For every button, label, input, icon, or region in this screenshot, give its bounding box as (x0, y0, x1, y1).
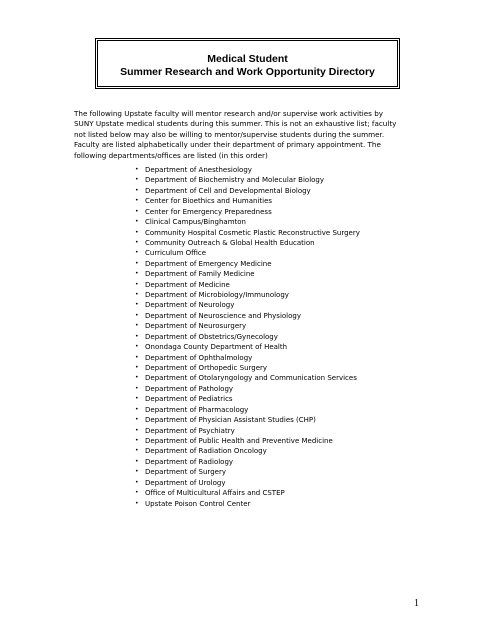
department-list-item (135, 394, 360, 404)
department-list (135, 165, 360, 509)
intro-line: following departments/offices are listed (in this order) (74, 150, 268, 160)
bullet-icon: • (135, 280, 139, 288)
department-name: Department of Ophthalmology (145, 353, 253, 362)
bullet-icon: • (135, 468, 139, 476)
bullet-icon: • (135, 374, 139, 382)
bullet-icon: • (135, 322, 139, 330)
intro-line: SUNY Upstate medical students during this summer. This is not an exhaustive list; faculty (74, 119, 397, 129)
department-name: Department of Public Health and Preventive Medicine (145, 436, 333, 445)
department-list-item (135, 446, 360, 456)
page-number: 1 (414, 598, 419, 609)
intro-paragraph (74, 109, 414, 161)
department-name: Department of Surgery (145, 468, 226, 477)
department-name: Department of Otolaryngology and Communication Services (145, 374, 357, 383)
bullet-icon: • (135, 395, 139, 403)
department-list-item (135, 488, 360, 498)
title-line-1: Medical Student (207, 53, 288, 65)
department-name: Department of Radiation Oncology (145, 447, 267, 456)
bullet-icon: • (135, 207, 139, 215)
department-name: Community Hospital Cosmetic Plastic Reconstructive Surgery (145, 228, 360, 237)
department-name: Department of Neuroscience and Physiology (145, 311, 301, 320)
department-list-item (135, 457, 360, 467)
department-list-item (135, 332, 360, 342)
department-list-item (135, 175, 360, 185)
bullet-icon: • (135, 416, 139, 424)
department-list-item (135, 426, 360, 436)
bullet-icon: • (135, 228, 139, 236)
department-list-item (135, 436, 360, 446)
department-name: Department of Obstetrics/Gynecology (145, 332, 278, 341)
department-list-item (135, 363, 360, 373)
bullet-icon: • (135, 197, 139, 205)
department-list-item (135, 248, 360, 258)
department-name: Office of Multicultural Affairs and CSTEP (145, 489, 285, 498)
department-name: Department of Pharmacology (145, 405, 249, 414)
department-name: Department of Biochemistry and Molecular Biology (145, 176, 325, 185)
department-name: Department of Microbiology/Immunology (145, 291, 289, 300)
bullet-icon: • (135, 426, 139, 434)
department-list-item (135, 300, 360, 310)
department-list-item (135, 290, 360, 300)
department-list-item (135, 269, 360, 279)
department-name: Department of Emergency Medicine (145, 259, 272, 268)
bullet-icon: • (135, 301, 139, 309)
department-list-item (135, 165, 360, 175)
bullet-icon: • (135, 311, 139, 319)
department-name: Department of Cell and Developmental Biology (145, 186, 311, 195)
department-list-item (135, 280, 360, 290)
department-name: Community Outreach & Global Health Education (145, 238, 315, 247)
department-list-item (135, 259, 360, 269)
bullet-icon: • (135, 436, 139, 444)
bullet-icon: • (135, 447, 139, 455)
bullet-icon: • (135, 489, 139, 497)
intro-line: Faculty are listed alphabetically under their department of primary appointment. The (74, 140, 381, 150)
department-name: Center for Emergency Preparedness (145, 207, 272, 216)
department-list-item (135, 342, 360, 352)
bullet-icon: • (135, 186, 139, 194)
department-list-item (135, 467, 360, 477)
department-list-item (135, 415, 360, 425)
department-list-item (135, 228, 360, 238)
bullet-icon: • (135, 343, 139, 351)
bullet-icon: • (135, 270, 139, 278)
department-name: Department of Orthopedic Surgery (145, 364, 268, 373)
department-name: Department of Neurosurgery (145, 322, 247, 331)
department-list-item (135, 321, 360, 331)
bullet-icon: • (135, 291, 139, 299)
intro-line: The following Upstate faculty will mentor research and/or supervise work activities by (74, 109, 384, 118)
bullet-icon: • (135, 457, 139, 465)
bullet-icon: • (135, 238, 139, 246)
bullet-icon: • (135, 259, 139, 267)
department-name: Department of Pathology (145, 384, 234, 393)
bullet-icon: • (135, 249, 139, 257)
department-name: Clinical Campus/Binghamton (145, 218, 246, 227)
department-name: Department of Urology (145, 478, 226, 487)
title-line-2: Summer Research and Work Opportunity Directory (120, 66, 375, 78)
department-list-item (135, 207, 360, 217)
department-name: Department of Physician Assistant Studies (CHP) (145, 416, 316, 425)
intro-line: not listed below may also be willing to mentor/supervise students during the summer. (74, 129, 385, 139)
department-list-item (135, 384, 360, 394)
bullet-icon: • (135, 332, 139, 340)
department-list-item (135, 499, 360, 509)
bullet-icon: • (135, 166, 139, 173)
bullet-icon: • (135, 499, 139, 507)
department-name: Department of Medicine (145, 280, 230, 289)
department-name: Onondaga County Department of Health (145, 343, 288, 352)
department-list-item (135, 186, 360, 196)
bullet-icon: • (135, 353, 139, 361)
department-list-item (135, 311, 360, 321)
department-name: Center for Bioethics and Humanities (145, 197, 273, 206)
bullet-icon: • (135, 478, 139, 486)
department-name: Department of Psychiatry (145, 426, 235, 435)
department-name: Department of Radiology (145, 457, 234, 466)
department-list-item (135, 373, 360, 383)
department-name: Department of Family Medicine (145, 270, 255, 279)
department-name: Department of Anesthesiology (145, 166, 252, 174)
bullet-icon: • (135, 384, 139, 392)
department-list-item (135, 196, 360, 206)
department-list-item (135, 405, 360, 415)
department-list-item (135, 353, 360, 363)
bullet-icon: • (135, 176, 139, 184)
department-name: Department of Neurology (145, 301, 235, 310)
bullet-icon: • (135, 364, 139, 372)
department-name: Curriculum Office (145, 249, 207, 258)
bullet-icon: • (135, 218, 139, 226)
department-list-item (135, 238, 360, 248)
bullet-icon: • (135, 405, 139, 413)
department-name: Department of Pediatrics (145, 395, 233, 404)
department-list-item (135, 478, 360, 488)
title-box (95, 38, 400, 89)
department-name: Upstate Poison Control Center (145, 499, 251, 508)
department-list-item (135, 217, 360, 227)
